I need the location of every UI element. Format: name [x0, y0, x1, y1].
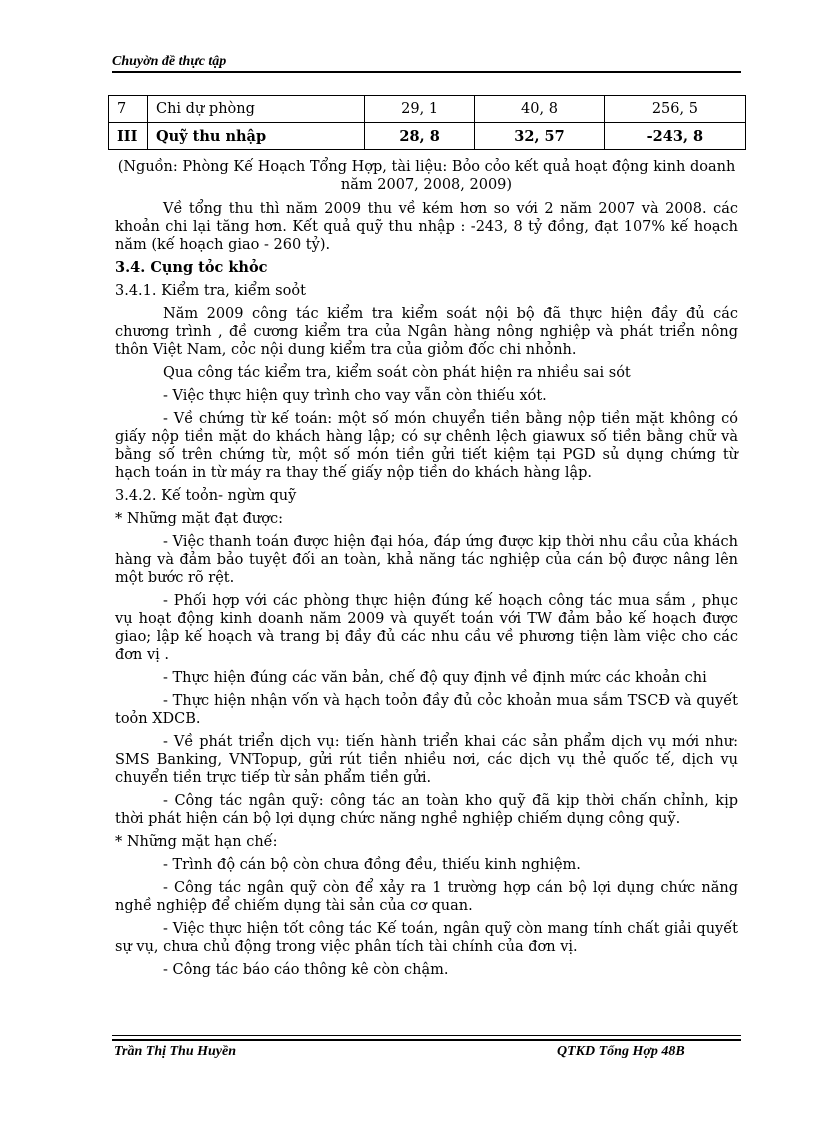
row-number: III [109, 123, 148, 150]
row-name: Quỹ thu nhập [148, 123, 365, 150]
paragraph: - Việc thực hiện quy trình cho vay vẫn còn thiếu xót. [163, 388, 547, 404]
paragraph: - Công tác ngân quỹ còn để xảy ra 1 trường hợp cán bộ lợi dụng chức năng nghề nghiệp để chiếm dụng tài sản của cơ quan. [115, 880, 738, 914]
list-heading: * Những mặt đạt được: [115, 511, 284, 527]
paragraph: Về tổng thu thì năm 2009 thu về kém hơn so với 2 năm 2007 và 2008. các khoản chi lại tăng hơn. Kết quả quỹ thu nhập : -243, 8 tỷ đồng, đạt 107% kế hoạch năm (kế hoạch giao - 260 tỷ). [115, 201, 738, 253]
value-2009: 256, 5 [604, 96, 745, 123]
value-2008: 40, 8 [475, 96, 605, 123]
value-2009: -243, 8 [604, 123, 745, 150]
page-header [112, 50, 740, 70]
paragraph: - Thực hiện đúng các văn bản, chế độ quy định về định mức các khoản chi [163, 670, 707, 686]
header-rule [112, 71, 741, 73]
document-body [115, 158, 738, 984]
paragraph: - Việc thanh toán được hiện đại hóa, đáp ứng được kịp thời nhu cầu của khách hàng và đảm bảo tuyệt đối an toàn, khả năng tác nghiệp của cán bộ được nâng lên một bước rõ rệt. [115, 534, 738, 586]
paragraph: - Về chứng từ kế toán: một số món chuyển tiền bằng nộp tiền mặt không có giấy nộp tiền mặt do khách hàng lập; có sự chênh lệch giawux số tiền bằng chữ và bằng số trên chứng từ, một số món tiền gửi tiết kiệm tại PGD sủ dụng chứng từ hạch toán in từ máy ra thay thế giấy nộp tiền do khách hàng lập. [115, 411, 738, 481]
header-title: Chuyờn đề thực tập [112, 54, 227, 69]
row-number: 7 [109, 96, 148, 123]
footer-author: Trần Thị Thu Huyền [114, 1044, 237, 1059]
table-row [109, 96, 746, 123]
table-row [109, 123, 746, 150]
footer-class: QTKD Tổng Hợp 48B [557, 1044, 685, 1059]
subsection-heading: 3.4.1. Kiểm tra, kiểm soỏt [115, 283, 306, 299]
paragraph: - Công tác ngân quỹ: công tác an toàn kho quỹ đã kịp thời chấn chỉnh, kịp thời phát hiện cán bộ lợi dụng chức năng nghề nghiệp chiếm dụng công quỹ. [115, 793, 738, 827]
subsection-heading: 3.4.2. Kế toỏn- ngừn quỹ [115, 488, 297, 504]
paragraph: - Thực hiện nhận vốn và hạch toỏn đầy đủ cỏc khoản mua sắm TSCĐ và quyết toỏn XDCB. [115, 693, 738, 727]
footer-rule [112, 1039, 741, 1041]
paragraph: Qua công tác kiểm tra, kiểm soát còn phát hiện ra nhiều sai sót [163, 365, 631, 381]
paragraph: - Về phát triển dịch vụ: tiến hành triển khai các sản phẩm dịch vụ mới như: SMS Banking, VNTopup, gửi rút tiền nhiều nơi, các dịch vụ thẻ quốc tế, dịch vụ chuyển tiền trực tiếp từ sản phẩm tiền gửi. [115, 734, 738, 786]
value-2007: 29, 1 [365, 96, 475, 123]
summary-table [108, 95, 746, 150]
list-heading: * Những mặt hạn chế: [115, 834, 278, 850]
paragraph: - Phối hợp với các phòng thực hiện đúng kế hoạch công tác mua sắm , phục vụ hoạt động kinh doanh năm 2009 và quyết toán với TW đảm bảo kế hoạch được giao; lập kế hoạch và trang bị đầy đủ các nhu cầu về phương tiện làm việc cho các đơn vị . [115, 593, 738, 663]
row-name: Chi dự phòng [148, 96, 365, 123]
footer-rule [112, 1035, 741, 1036]
source-note: (Nguồn: Phòng Kế Hoạch Tổng Hợp, tài liệu: Bỏo cỏo kết quả hoạt động kinh doanh năm 2007, 2008, 2009) [117, 159, 736, 193]
paragraph: - Công tác báo cáo thông kê còn chậm. [163, 962, 449, 978]
paragraph: Năm 2009 công tác kiểm tra kiểm soát nội bộ đã thực hiện đầy đủ các chương trình , đề cương kiểm tra của Ngân hàng nông nghiệp và phát triển nông thôn Việt Nam, cỏc nội dung kiểm tra của giỏm đốc chi nhỏnh. [115, 306, 738, 358]
value-2008: 32, 57 [475, 123, 605, 150]
paragraph: - Trình độ cán bộ còn chưa đồng đều, thiếu kinh nghiệm. [163, 857, 581, 873]
value-2007: 28, 8 [365, 123, 475, 150]
section-heading: 3.4. Cụng tỏc khỏc [115, 259, 268, 276]
paragraph: - Việc thực hiện tốt công tác Kế toán, ngân quỹ còn mang tính chất giải quyết sự vụ, chưa chủ động trong việc phân tích tài chính của đơn vị. [115, 921, 738, 955]
